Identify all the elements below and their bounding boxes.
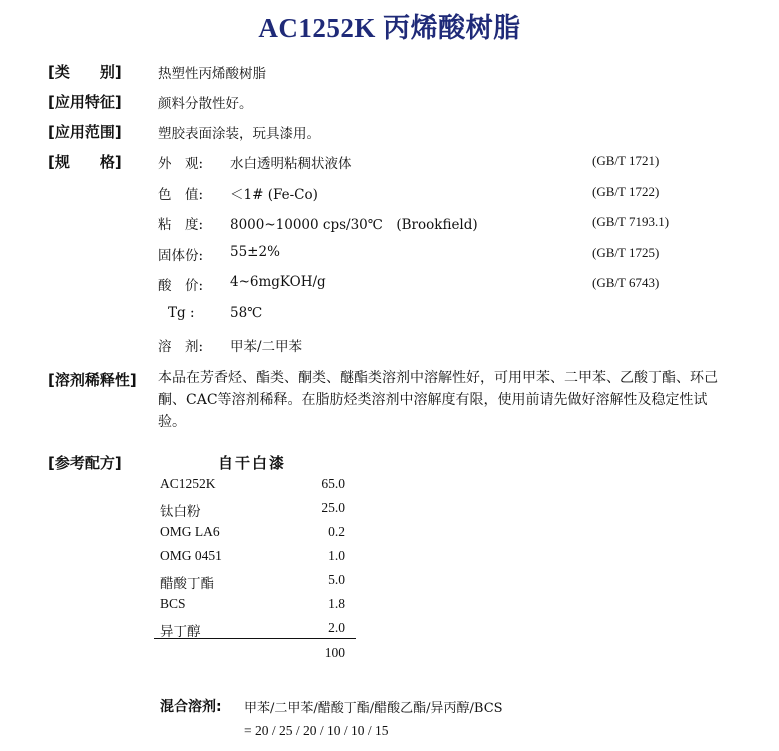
applications-value: 塑胶表面涂装，玩具漆用。 (158, 126, 320, 142)
specs-label: [规 格] (48, 153, 122, 171)
spec-value: 4~6mgKOH/g (230, 274, 326, 290)
spec-standard: (GB/T 1725) (592, 245, 660, 260)
ingredient-name: 钛白粉 (160, 504, 201, 520)
spec-name: 粘 度: (158, 217, 204, 233)
spec-name: Tg : (168, 305, 195, 321)
category-value: 热塑性丙烯酸树脂 (158, 66, 266, 82)
spec-value: 55±2% (230, 244, 280, 260)
spec-value: 水白透明粘稠状液体 (230, 156, 352, 172)
spec-value: ＜1# (Fe-Co) (230, 187, 318, 203)
ingredient-amount: 0.2 (328, 524, 345, 539)
spec-name: 外 观: (158, 156, 204, 172)
spec-value: 58℃ (230, 305, 263, 321)
features-label: [应用特征] (48, 93, 122, 111)
formula-total: 100 (324, 645, 345, 660)
formula-heading: 自干白漆 (218, 454, 287, 472)
ingredient-amount: 25.0 (321, 500, 345, 515)
spec-standard: (GB/T 6743) (592, 275, 660, 290)
page-title: AC1252K 丙烯酸树脂 (258, 13, 521, 43)
formula-label: [参考配方] (48, 454, 122, 472)
dilution-text: 本品在芳香烃、酯类、酮类、醚酯类溶剂中溶解性好，可用甲苯、二甲苯、乙酸丁酯、环己酮、CAC等溶剂稀释。在脂肪烃类溶剂中溶解度有限，使用前请先做好溶解性及稳定性试验。 (158, 370, 718, 430)
spec-name: 色 值: (158, 187, 204, 203)
spec-name: 酸 价: (158, 278, 204, 294)
ingredient-amount: 1.0 (328, 548, 345, 563)
mixed-solvent-ratio: = 20 / 25 / 20 / 10 / 10 / 15 (244, 723, 389, 738)
spec-standard: (GB/T 1721) (592, 153, 660, 168)
ingredient-amount: 1.8 (328, 596, 345, 611)
ingredient-amount: 65.0 (321, 476, 345, 491)
ingredient-name: 异丁醇 (160, 624, 201, 640)
mixed-solvent-label: 混合溶剂: (160, 699, 222, 715)
total-divider (154, 638, 356, 639)
spec-standard: (GB/T 1722) (592, 184, 660, 199)
ingredient-name: OMG 0451 (160, 548, 222, 563)
spec-name: 溶 剂: (158, 339, 204, 355)
ingredient-name: 醋酸丁酯 (160, 576, 214, 592)
category-label: [类 别] (48, 63, 122, 81)
spec-standard: (GB/T 7193.1) (592, 214, 670, 229)
ingredient-name: AC1252K (160, 476, 216, 491)
spec-value: 8000~10000 cps/30℃ (Brookfield) (230, 217, 478, 233)
applications-label: [应用范围] (48, 123, 122, 141)
dilution-label: [溶剂稀释性] (48, 371, 137, 389)
ingredient-name: OMG LA6 (160, 524, 220, 539)
ingredient-amount: 2.0 (328, 620, 345, 635)
ingredient-amount: 5.0 (328, 572, 345, 587)
mixed-solvent-components: 甲苯/二甲苯/醋酸丁酯/醋酸乙酯/异丙醇/BCS (244, 701, 503, 716)
features-value: 颜料分散性好。 (158, 96, 253, 112)
spec-name: 固体份: (158, 248, 204, 264)
spec-value: 甲苯/二甲苯 (230, 339, 303, 355)
ingredient-name: BCS (160, 596, 186, 611)
